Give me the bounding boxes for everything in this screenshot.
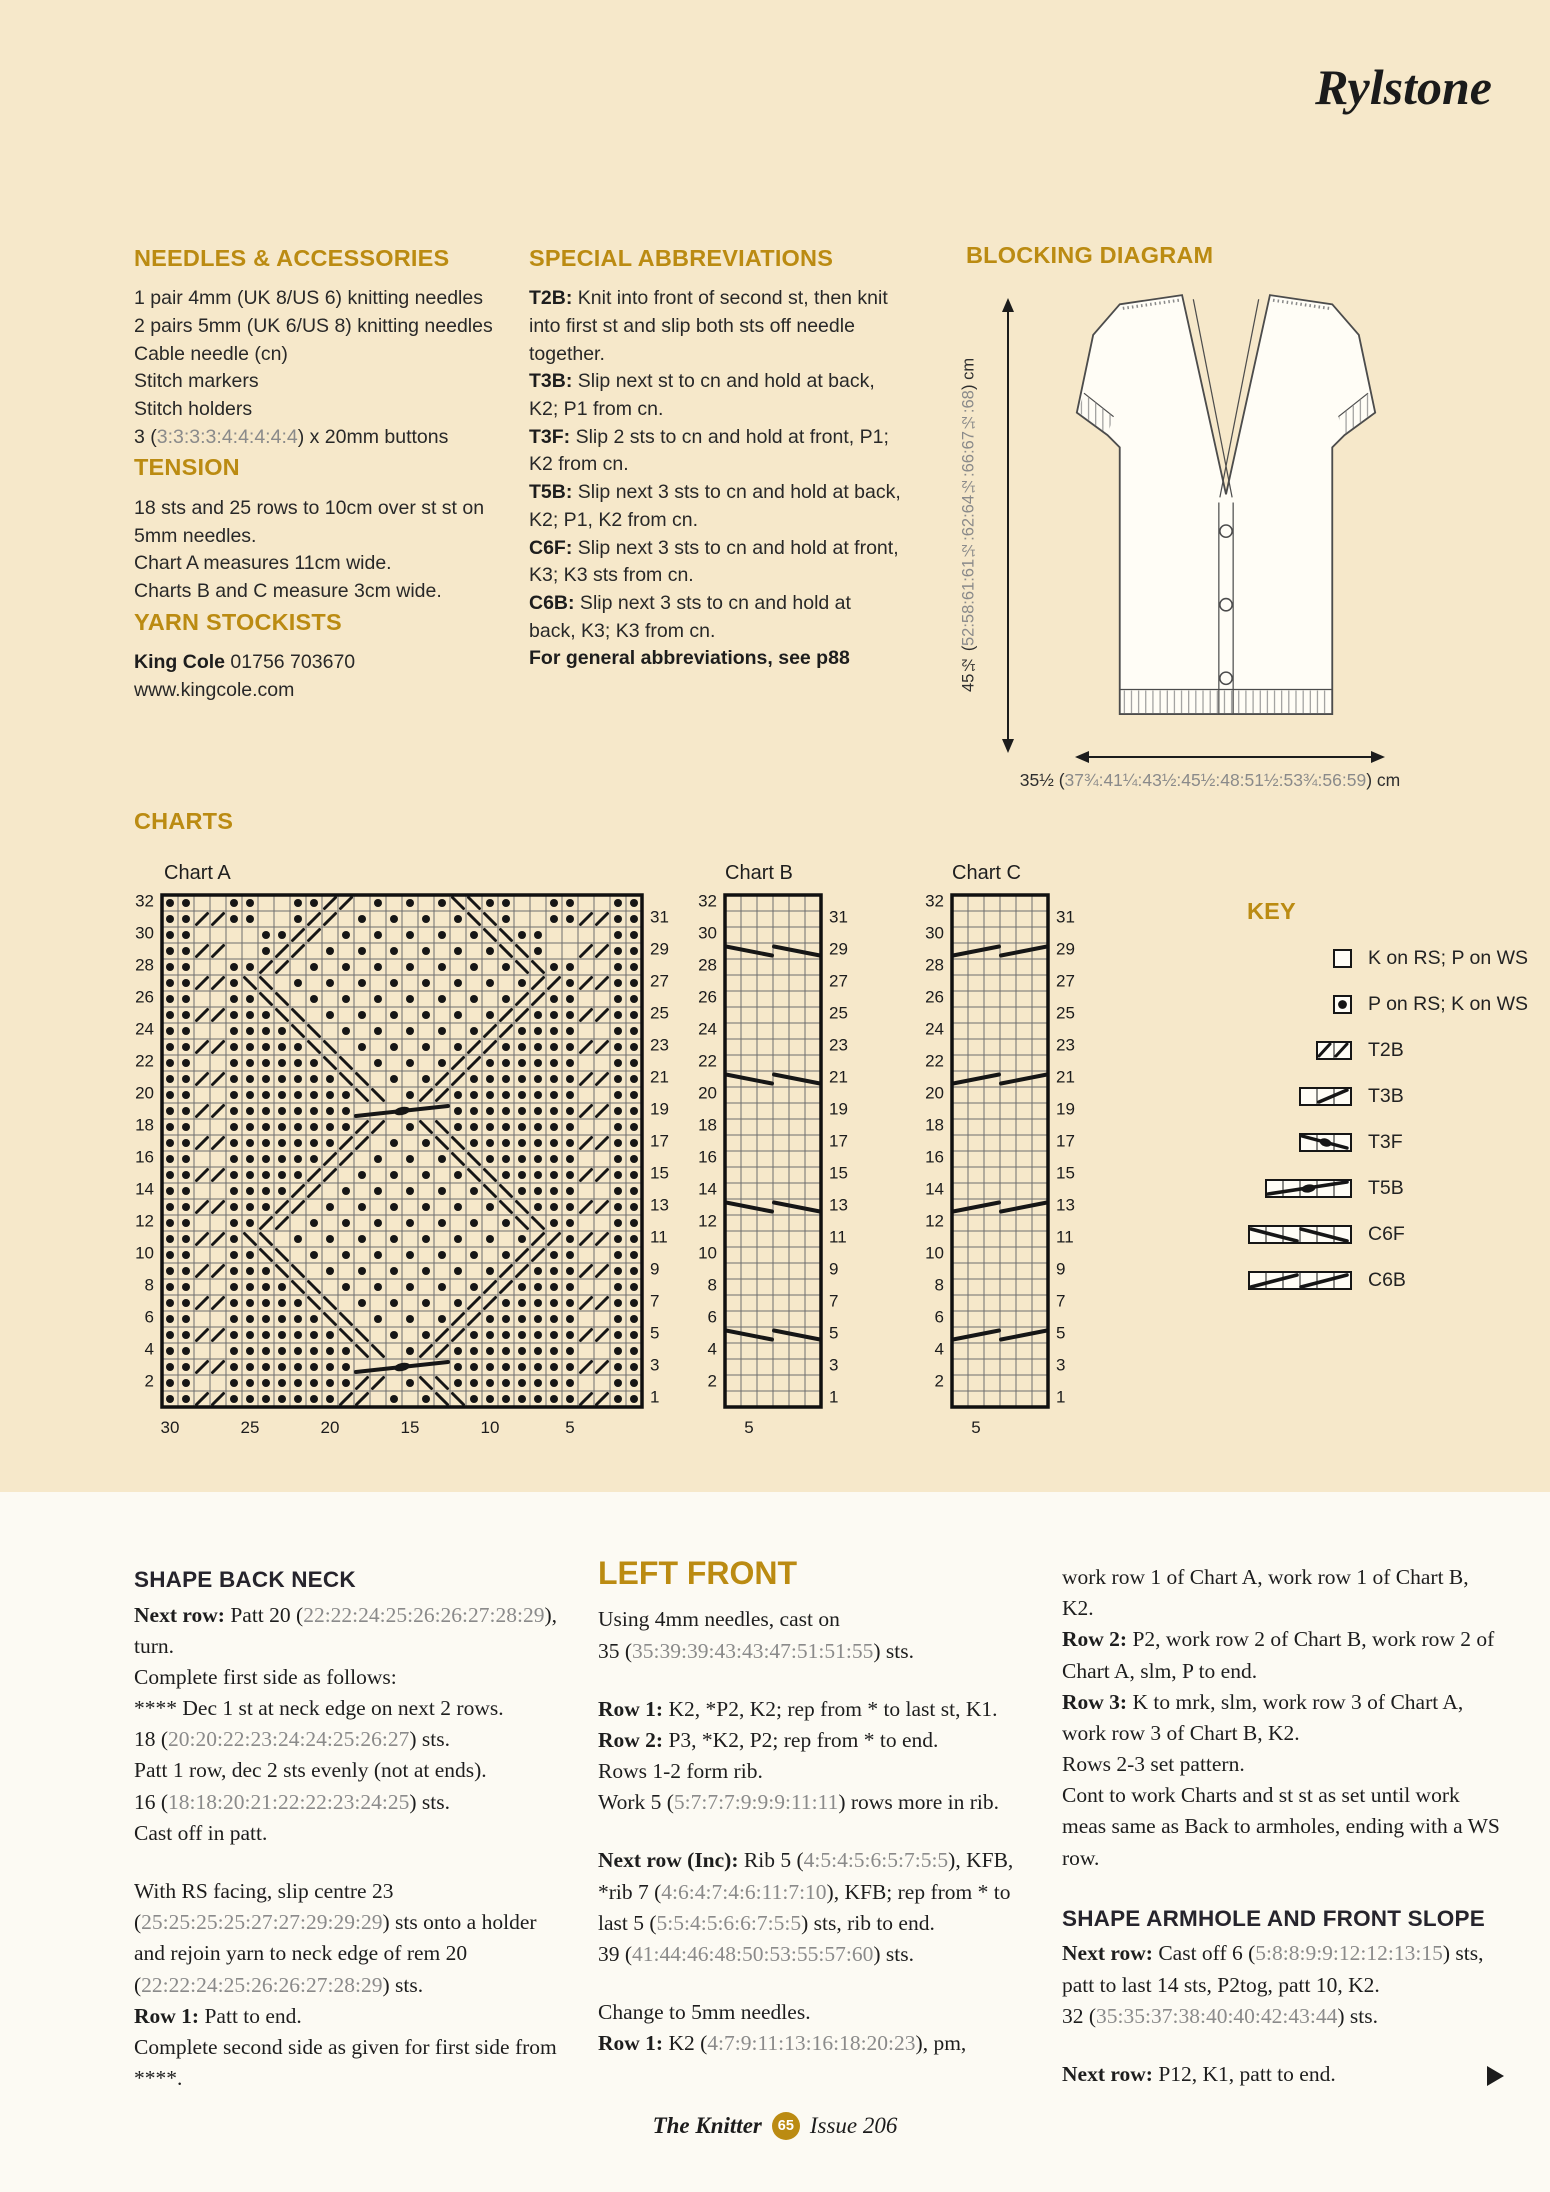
svg-text:19: 19 bbox=[1056, 1099, 1075, 1119]
text-line: Complete second side as given for first side from ****. bbox=[134, 2034, 557, 2091]
text-line: work row 1 of Chart A, work row 1 of Chart B, K2. bbox=[1062, 1565, 1469, 1621]
svg-text:16: 16 bbox=[925, 1147, 944, 1167]
svg-text:15: 15 bbox=[400, 1418, 420, 1437]
svg-text:2: 2 bbox=[144, 1371, 154, 1391]
svg-text:15: 15 bbox=[650, 1163, 669, 1183]
text-line: Stitch holders bbox=[134, 398, 253, 421]
chart-b-label: Chart B bbox=[725, 862, 793, 884]
text-line: Patt 1 row, dec 2 sts evenly (not at ends). bbox=[134, 1758, 487, 1783]
svg-text:13: 13 bbox=[650, 1195, 669, 1215]
chart-c-label: Chart C bbox=[952, 862, 1021, 884]
svg-text:15: 15 bbox=[829, 1163, 848, 1183]
svg-text:8: 8 bbox=[144, 1275, 154, 1295]
chart-c-grid bbox=[914, 889, 1088, 1443]
needles-heading: NEEDLES & ACCESSORIES bbox=[134, 245, 450, 271]
svg-text:19: 19 bbox=[650, 1099, 669, 1119]
page-number-badge: 65 bbox=[772, 2112, 800, 2140]
svg-text:16: 16 bbox=[698, 1147, 717, 1167]
text-line bbox=[134, 1849, 566, 1876]
text-line: Row 3: K to mrk, slm, work row 3 of Chart A, work row 3 of Chart B, K2. bbox=[1062, 1689, 1464, 1745]
section-subheading: SHAPE ARMHOLE AND FRONT SLOPE bbox=[1062, 1905, 1485, 1931]
text-line bbox=[1062, 2032, 1504, 2059]
svg-text:5: 5 bbox=[1056, 1323, 1066, 1343]
text-line: Using 4mm needles, cast on bbox=[598, 1607, 840, 1632]
svg-text:14: 14 bbox=[925, 1179, 944, 1199]
section-subheading: SHAPE BACK NECK bbox=[134, 1567, 356, 1592]
svg-text:30: 30 bbox=[925, 923, 944, 943]
t5b-symbol-icon bbox=[1247, 1178, 1353, 1199]
svg-text:26: 26 bbox=[135, 987, 154, 1007]
svg-text:9: 9 bbox=[829, 1259, 839, 1279]
svg-text:1: 1 bbox=[829, 1387, 839, 1407]
yarn-stockists-lines bbox=[134, 649, 500, 704]
svg-text:8: 8 bbox=[934, 1275, 944, 1295]
svg-text:25: 25 bbox=[650, 1003, 669, 1023]
svg-text:11: 11 bbox=[650, 1227, 668, 1247]
svg-text:22: 22 bbox=[698, 1051, 717, 1071]
key-item bbox=[1247, 1085, 1547, 1108]
continuation-column bbox=[1062, 1562, 1504, 2090]
left-front-column bbox=[598, 1550, 1040, 2059]
blocking-diagram-heading: BLOCKING DIAGRAM bbox=[966, 242, 1214, 268]
svg-text:12: 12 bbox=[135, 1211, 154, 1231]
text-line: Change to 5mm needles. bbox=[598, 2000, 811, 2025]
svg-text:17: 17 bbox=[650, 1131, 669, 1151]
text-line: Charts B and C measure 3cm wide. bbox=[134, 579, 442, 602]
tension-lines bbox=[134, 495, 500, 606]
abbreviations-column bbox=[529, 242, 901, 673]
svg-text:20: 20 bbox=[320, 1418, 340, 1437]
text-line: Complete first side as follows: bbox=[134, 1664, 397, 1689]
text-line: Row 1: K2, *P2, K2; rep from * to last st, K1. bbox=[598, 1696, 998, 1721]
svg-text:32: 32 bbox=[698, 891, 717, 911]
key-item bbox=[1247, 1223, 1547, 1246]
svg-text:22: 22 bbox=[135, 1051, 154, 1071]
svg-text:28: 28 bbox=[698, 955, 717, 975]
svg-text:1: 1 bbox=[650, 1387, 660, 1407]
text-line: For general abbreviations, see p88 bbox=[529, 647, 850, 670]
svg-text:26: 26 bbox=[698, 987, 717, 1007]
text-line: Next row: Patt 20 (22:22:24:25:26:26:27:28:29), turn. bbox=[134, 1602, 558, 1658]
key-item-label: C6F bbox=[1368, 1223, 1405, 1245]
svg-text:6: 6 bbox=[707, 1307, 717, 1327]
text-line: 3 (3:3:3:3:4:4:4:4:4) x 20mm buttons bbox=[134, 425, 449, 448]
text-line bbox=[598, 1818, 1040, 1845]
text-line: Cable needle (cn) bbox=[134, 342, 288, 365]
svg-text:9: 9 bbox=[650, 1259, 660, 1279]
svg-text:3: 3 bbox=[829, 1355, 839, 1375]
svg-text:28: 28 bbox=[925, 955, 944, 975]
chart-key bbox=[1247, 898, 1547, 1315]
svg-text:28: 28 bbox=[135, 955, 154, 975]
svg-text:31: 31 bbox=[650, 907, 669, 927]
svg-text:21: 21 bbox=[829, 1067, 848, 1087]
text-line: Rows 1-2 form rib. bbox=[598, 1759, 763, 1784]
text-line: Next row: P12, K1, patt to end. bbox=[1062, 2059, 1504, 2090]
svg-text:18: 18 bbox=[135, 1115, 154, 1135]
key-item bbox=[1247, 947, 1547, 970]
svg-text:2: 2 bbox=[707, 1371, 717, 1391]
svg-text:32: 32 bbox=[925, 891, 944, 911]
text-line: 1 pair 4mm (UK 8/US 6) knitting needles bbox=[134, 287, 483, 310]
svg-text:20: 20 bbox=[135, 1083, 154, 1103]
svg-text:29: 29 bbox=[1056, 939, 1075, 959]
c6b-symbol-icon bbox=[1247, 1270, 1353, 1291]
svg-text:25: 25 bbox=[1056, 1003, 1075, 1023]
key-item-label: T3B bbox=[1368, 1085, 1404, 1107]
text-line: T2B: Knit into front of second st, then knit into first st and slip both sts off needle together. bbox=[529, 287, 888, 365]
svg-text:31: 31 bbox=[829, 907, 848, 927]
text-line: 2 pairs 5mm (UK 6/US 8) knitting needles bbox=[134, 315, 493, 338]
section-subheading: LEFT FRONT bbox=[598, 1555, 798, 1591]
chart-a-label: Chart A bbox=[164, 862, 231, 884]
chart-c bbox=[914, 862, 1088, 1448]
text-line: T5B: Slip next 3 sts to cn and hold at back, K2; P1, K2 from cn. bbox=[529, 481, 901, 531]
issue-label: Issue 206 bbox=[809, 2113, 898, 2138]
charts-heading: CHARTS bbox=[134, 808, 234, 834]
svg-text:1: 1 bbox=[1056, 1387, 1066, 1407]
svg-text:30: 30 bbox=[698, 923, 717, 943]
svg-text:13: 13 bbox=[829, 1195, 848, 1215]
key-item bbox=[1247, 1269, 1547, 1292]
svg-text:8: 8 bbox=[707, 1275, 717, 1295]
svg-text:31: 31 bbox=[1056, 907, 1075, 927]
blocking-height-label: 45½ ( 52:58:61:61½:62:64½:66:67½:68 ) cm bbox=[959, 357, 978, 693]
key-item bbox=[1247, 1177, 1547, 1200]
text-line: Next row (Inc): Rib 5 (4:5:4:5:6:5:7:5:5), KFB, *rib 7 (4:6:4:7:4:6:11:7:10), KFB; rep from * to last 5 (5:5:4:5:6:6:7:5:5) sts, rib to end. bbox=[598, 1848, 1014, 1935]
svg-text:21: 21 bbox=[1056, 1067, 1075, 1087]
text-line bbox=[598, 1970, 1040, 1997]
svg-text:10: 10 bbox=[698, 1243, 717, 1263]
svg-text:32: 32 bbox=[135, 891, 154, 911]
chart-a bbox=[124, 862, 682, 1448]
chart-b bbox=[687, 862, 861, 1448]
svg-text:23: 23 bbox=[829, 1035, 848, 1055]
key-item-label: C6B bbox=[1368, 1269, 1406, 1291]
chart-b-grid bbox=[687, 889, 861, 1443]
key-item-label: T5B bbox=[1368, 1177, 1404, 1199]
svg-text:16: 16 bbox=[135, 1147, 154, 1167]
svg-text:19: 19 bbox=[829, 1099, 848, 1119]
text-line: 16 (18:18:20:21:22:22:23:24:25) sts. bbox=[134, 1789, 450, 1814]
needles-column bbox=[134, 242, 500, 704]
vertical-arrow bbox=[998, 298, 1018, 753]
text-line: 18 (20:20:22:23:24:24:25:26:27) sts. bbox=[134, 1727, 450, 1752]
svg-text:27: 27 bbox=[829, 971, 848, 991]
svg-text:10: 10 bbox=[925, 1243, 944, 1263]
text-line: T3B: Slip next st to cn and hold at back, K2; P1 from cn. bbox=[529, 370, 875, 421]
svg-text:5: 5 bbox=[829, 1323, 839, 1343]
button-1 bbox=[1220, 525, 1232, 537]
text-line: Work 5 (5:7:7:7:9:9:9:11:11) rows more in rib. bbox=[598, 1790, 999, 1815]
c6f-symbol-icon bbox=[1247, 1224, 1353, 1245]
svg-text:25: 25 bbox=[240, 1418, 260, 1437]
svg-text:11: 11 bbox=[1056, 1227, 1074, 1247]
p-symbol-icon bbox=[1247, 994, 1353, 1015]
key-item bbox=[1247, 1131, 1547, 1154]
svg-text:5: 5 bbox=[565, 1418, 575, 1437]
svg-text:3: 3 bbox=[1056, 1355, 1066, 1375]
svg-text:26: 26 bbox=[925, 987, 944, 1007]
svg-text:9: 9 bbox=[1056, 1259, 1066, 1279]
svg-text:27: 27 bbox=[650, 971, 669, 991]
svg-text:29: 29 bbox=[829, 939, 848, 959]
key-item-label: K on RS; P on WS bbox=[1368, 947, 1529, 969]
svg-text:11: 11 bbox=[829, 1227, 847, 1247]
abbreviations-heading: SPECIAL ABBREVIATIONS bbox=[529, 245, 834, 271]
page-footer bbox=[0, 2112, 1550, 2140]
text-line: Cont to work Charts and st st as set until work meas same as Back to armholes, ending with a WS row. bbox=[1062, 1783, 1500, 1870]
key-item bbox=[1247, 1039, 1547, 1062]
text-line: 18 sts and 25 rows to 10cm over st st on 5mm needles. bbox=[134, 496, 485, 547]
svg-text:5: 5 bbox=[650, 1323, 660, 1343]
text-line: Row 2: P3, *K2, P2; rep from * to end. bbox=[598, 1727, 939, 1752]
text-line: Row 2: P2, work row 2 of Chart B, work row 2 of Chart A, slm, P to end. bbox=[1062, 1627, 1495, 1683]
text-line: 39 (41:44:46:48:50:53:55:57:60) sts. bbox=[598, 1941, 914, 1966]
svg-text:24: 24 bbox=[698, 1019, 717, 1039]
svg-text:18: 18 bbox=[925, 1115, 944, 1135]
text-line bbox=[598, 1667, 1040, 1694]
svg-text:21: 21 bbox=[650, 1067, 669, 1087]
t2b-symbol-icon bbox=[1247, 1040, 1353, 1061]
blocking-width-label: 35½ (37¾:41¼:43½:45½:48:51½:53¾:56:59) cm bbox=[1019, 770, 1401, 790]
text-line: **** Dec 1 st at neck edge on next 2 rows. bbox=[134, 1696, 504, 1721]
svg-text:12: 12 bbox=[925, 1211, 944, 1231]
text-line: Row 1: Patt to end. bbox=[134, 2003, 302, 2028]
button-3 bbox=[1220, 672, 1232, 684]
text-line: T3F: Slip 2 sts to cn and hold at front, P1; K2 from cn. bbox=[529, 425, 889, 476]
text-line: 32 (35:35:37:38:40:40:42:43:44) sts. bbox=[1062, 2003, 1378, 2028]
text-line bbox=[1062, 1874, 1504, 1901]
blocking-diagram-heading-wrap bbox=[966, 242, 1213, 279]
svg-text:5: 5 bbox=[971, 1418, 981, 1437]
text-line: Stitch markers bbox=[134, 370, 259, 393]
svg-text:23: 23 bbox=[1056, 1035, 1075, 1055]
horizontal-arrow bbox=[1075, 748, 1385, 766]
svg-text:14: 14 bbox=[698, 1179, 717, 1199]
svg-text:24: 24 bbox=[925, 1019, 944, 1039]
text-line: C6F: Slip next 3 sts to cn and hold at front, K3; K3 sts from cn. bbox=[529, 536, 899, 587]
svg-text:20: 20 bbox=[925, 1083, 944, 1103]
text-line: Rows 2-3 set pattern. bbox=[1062, 1752, 1245, 1777]
text-line: 35 (35:39:39:43:43:47:51:51:55) sts. bbox=[598, 1638, 914, 1663]
yarn-stockists-heading: YARN STOCKISTS bbox=[134, 608, 342, 635]
svg-text:6: 6 bbox=[144, 1307, 154, 1327]
svg-text:18: 18 bbox=[698, 1115, 717, 1135]
svg-text:4: 4 bbox=[707, 1339, 717, 1359]
vest-blocking-drawing bbox=[1040, 290, 1412, 760]
text-line: www.kingcole.com bbox=[134, 678, 295, 701]
magazine-name: The Knitter bbox=[652, 2113, 762, 2138]
svg-text:20: 20 bbox=[698, 1083, 717, 1103]
svg-text:17: 17 bbox=[829, 1131, 848, 1151]
text-line: Chart A measures 11cm wide. bbox=[134, 552, 392, 575]
svg-text:30: 30 bbox=[160, 1418, 180, 1437]
k-symbol-icon bbox=[1247, 948, 1353, 969]
text-line: With RS facing, slip centre 23 (25:25:25:25:27:27:29:29:29) sts onto a holder and rejoin yarn to neck edge of rem 20 (22:22:24:25:26:26:27:28:29) sts. bbox=[134, 1879, 537, 1997]
text-line: Next row: Cast off 6 (5:8:8:9:9:12:12:13:15) sts, patt to last 14 sts, P2tog, patt 10, K2. bbox=[1062, 1941, 1484, 1997]
text-line: Row 1: K2 (4:7:9:11:13:16:18:20:23), pm, bbox=[598, 2031, 967, 2056]
svg-text:13: 13 bbox=[1056, 1195, 1075, 1215]
svg-text:7: 7 bbox=[650, 1291, 660, 1311]
svg-text:7: 7 bbox=[1056, 1291, 1066, 1311]
t3b-symbol-icon bbox=[1247, 1086, 1353, 1107]
svg-text:4: 4 bbox=[144, 1339, 154, 1359]
text-line: Cast off in patt. bbox=[134, 1820, 268, 1845]
svg-text:29: 29 bbox=[650, 939, 669, 959]
needles-lines bbox=[134, 285, 500, 451]
text-line: C6B: Slip next 3 sts to cn and hold at back, K3; K3 from cn. bbox=[529, 591, 851, 642]
key-item-label: T3F bbox=[1368, 1131, 1403, 1153]
key-heading: KEY bbox=[1247, 898, 1296, 924]
tension-heading: TENSION bbox=[134, 454, 240, 481]
svg-text:14: 14 bbox=[135, 1179, 154, 1199]
svg-text:15: 15 bbox=[1056, 1163, 1075, 1183]
svg-text:5: 5 bbox=[744, 1418, 754, 1437]
chart-a-grid bbox=[124, 889, 682, 1443]
svg-text:27: 27 bbox=[1056, 971, 1075, 991]
svg-text:4: 4 bbox=[934, 1339, 944, 1359]
shape-back-neck-column bbox=[134, 1562, 566, 2094]
svg-text:23: 23 bbox=[650, 1035, 669, 1055]
svg-text:22: 22 bbox=[925, 1051, 944, 1071]
continued-arrow-icon bbox=[1487, 2066, 1504, 2086]
text-line: King Cole 01756 703670 bbox=[134, 650, 356, 673]
key-item bbox=[1247, 993, 1547, 1016]
svg-text:6: 6 bbox=[934, 1307, 944, 1327]
svg-text:2: 2 bbox=[934, 1371, 944, 1391]
svg-text:17: 17 bbox=[1056, 1131, 1075, 1151]
svg-text:10: 10 bbox=[480, 1418, 500, 1437]
key-item-label: P on RS; K on WS bbox=[1368, 993, 1529, 1015]
svg-text:25: 25 bbox=[829, 1003, 848, 1023]
svg-text:7: 7 bbox=[829, 1291, 839, 1311]
svg-text:10: 10 bbox=[135, 1243, 154, 1263]
svg-text:30: 30 bbox=[135, 923, 154, 943]
key-item-label: T2B bbox=[1368, 1039, 1404, 1061]
button-2 bbox=[1220, 599, 1232, 611]
svg-text:12: 12 bbox=[698, 1211, 717, 1231]
t3f-symbol-icon bbox=[1247, 1132, 1353, 1153]
svg-text:24: 24 bbox=[135, 1019, 154, 1039]
abbreviations-list bbox=[529, 285, 901, 673]
page-title: Rylstone bbox=[1315, 59, 1492, 115]
svg-text:3: 3 bbox=[650, 1355, 660, 1375]
